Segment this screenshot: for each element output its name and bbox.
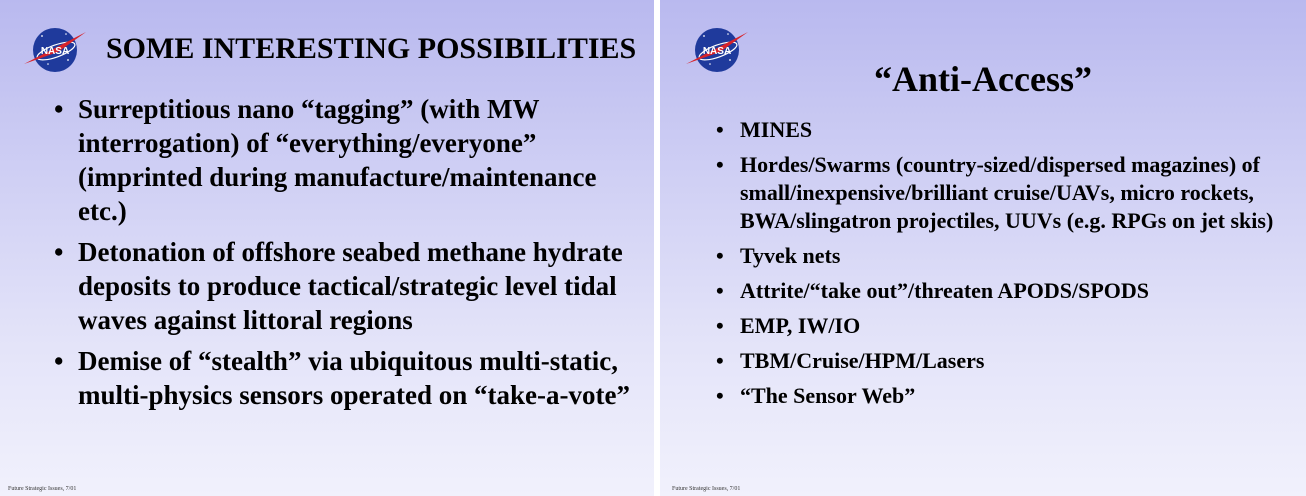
bullet-list: [54, 92, 644, 419]
svg-text:NASA: NASA: [702, 46, 732, 57]
nasa-logo-icon: [18, 22, 92, 78]
slide-title: “Anti-Access”: [874, 59, 1092, 99]
bullet-icon: •: [716, 152, 724, 177]
bullet-text: Tyvek nets: [740, 243, 841, 268]
slide-title: SOME INTERESTING POSSIBILITIES: [106, 32, 637, 65]
list-item: [54, 235, 644, 337]
list-item: [54, 92, 644, 228]
bullet-icon: •: [54, 94, 64, 124]
bullet-text: EMP, IW/IO: [740, 313, 861, 338]
bullet-icon: •: [716, 383, 724, 408]
bullet-text: Surreptitious nano “tagging” (with MW interrogation) of “everything/everyone” (imprinted during manufacture/maintenance etc.): [78, 94, 597, 226]
bullet-text: Detonation of offshore seabed methane hydrate deposits to produce tactical/strategic level tidal waves against littoral regions: [78, 237, 623, 335]
bullet-list: [716, 116, 1301, 417]
bullet-text: MINES: [740, 117, 813, 142]
slide-footer: Future Strategic Issues, 7/01: [672, 486, 741, 492]
list-item: [716, 242, 1301, 270]
list-item: [716, 347, 1301, 375]
list-item: [716, 312, 1301, 340]
bullet-icon: •: [54, 346, 64, 376]
bullet-text: Hordes/Swarms (country-sized/dispersed magazines) of small/inexpensive/brilliant cruise/UAVs, micro rockets, BWA/slingatron projectiles, UUVs (e.g. RPGs on jet skis): [740, 152, 1274, 233]
bullet-icon: •: [54, 237, 64, 267]
slide-anti-access: [660, 0, 1306, 496]
bullet-text: Demise of “stealth” via ubiquitous multi-static, multi-physics sensors operated on “take-a-vote”: [78, 346, 630, 410]
bullet-icon: •: [716, 117, 724, 142]
svg-text:NASA: NASA: [40, 46, 70, 57]
list-item: [716, 382, 1301, 410]
bullet-icon: •: [716, 243, 724, 268]
list-item: [716, 116, 1301, 144]
bullet-text: Attrite/“take out”/threaten APODS/SPODS: [740, 278, 1150, 303]
list-item: [716, 151, 1301, 235]
bullet-icon: •: [716, 313, 724, 338]
bullet-text: TBM/Cruise/HPM/Lasers: [740, 348, 985, 373]
bullet-icon: •: [716, 278, 724, 303]
list-item: [716, 277, 1301, 305]
bullet-text: “The Sensor Web”: [740, 383, 916, 408]
slide-footer: Future Strategic Issues, 7/01: [8, 486, 77, 492]
bullet-icon: •: [716, 348, 724, 373]
list-item: [54, 344, 644, 412]
